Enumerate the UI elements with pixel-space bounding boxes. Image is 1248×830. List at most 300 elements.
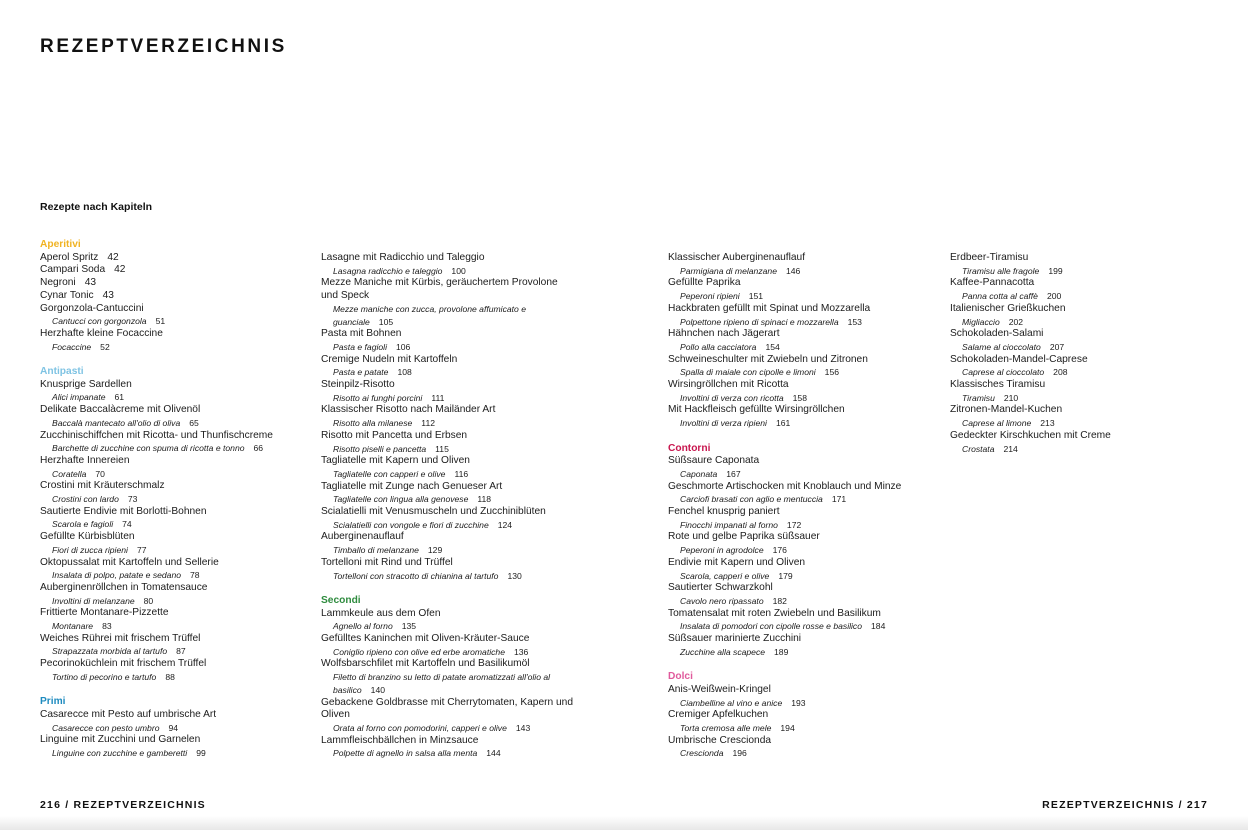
page-number: 213 xyxy=(1040,418,1055,429)
section-heading: Dolci xyxy=(668,671,693,683)
recipe-name-text: Schweineschulter mit Zwiebeln und Zitronen xyxy=(668,353,868,365)
recipe-name xyxy=(668,404,938,417)
recipe-name xyxy=(321,277,573,302)
recipe-entry xyxy=(321,481,596,506)
recipe-entry xyxy=(40,404,315,429)
recipe-italian-name xyxy=(40,645,315,658)
page-number: 153 xyxy=(847,316,862,327)
recipe-name-text: Gefülltes Kaninchen mit Oliven-Kräuter-Sauce xyxy=(321,633,530,645)
recipe-entry xyxy=(321,430,596,455)
recipe-name xyxy=(40,734,315,747)
recipe-name xyxy=(40,531,315,544)
page-number: 135 xyxy=(401,621,417,632)
index-section xyxy=(40,366,315,684)
recipe-name-text: Süßsaure Caponata xyxy=(668,455,760,467)
page-number: 74 xyxy=(122,519,132,530)
recipe-name xyxy=(321,658,596,671)
recipe-italian-name xyxy=(40,595,315,608)
recipe-italian-name xyxy=(668,519,938,532)
recipe-name-text: Umbrische Crescionda xyxy=(668,734,772,746)
recipe-italian-name-text: Montanare xyxy=(52,621,94,632)
recipe-italian-name-text: Agnello al forno xyxy=(333,621,393,632)
recipe-entry xyxy=(321,404,596,429)
recipe-name-text: Campari Soda xyxy=(40,264,106,276)
recipe-name-text: Mezze Maniche mit Kürbis, geräuchertem Provolone und Speck xyxy=(321,277,558,302)
recipe-name xyxy=(950,277,1210,290)
recipe-name xyxy=(321,404,596,417)
recipe-italian-name xyxy=(668,366,938,379)
recipe-entry xyxy=(668,303,938,328)
section-heading: Contorni xyxy=(668,442,711,454)
page-number: 42 xyxy=(114,264,126,276)
page-number: 208 xyxy=(1053,367,1068,378)
recipe-entry xyxy=(40,607,315,632)
recipe-name xyxy=(321,354,596,367)
recipe-italian-name-text: Baccalà mantecato all'olio di oliva xyxy=(52,417,181,428)
index-column-3 xyxy=(668,252,938,760)
recipe-name-text: Endivie mit Kapern und Oliven xyxy=(668,556,806,568)
recipe-name xyxy=(40,709,315,722)
page-number: 176 xyxy=(772,545,787,556)
recipe-italian-name xyxy=(668,417,938,430)
index-column-1 xyxy=(40,239,315,760)
page-number: 83 xyxy=(102,621,112,632)
index-title: REZEPTVERZEICHNIS xyxy=(40,36,287,57)
recipe-entry xyxy=(668,633,938,658)
recipe-italian-name-text: Coratella xyxy=(52,468,87,479)
recipe-entry xyxy=(40,506,315,531)
recipe-italian-name-text: Tortino di pecorino e tartufo xyxy=(52,671,157,682)
recipe-italian-name xyxy=(668,620,938,633)
recipe-name-text: Steinpilz-Risotto xyxy=(321,379,395,391)
index-section xyxy=(950,252,1210,455)
recipe-entry xyxy=(321,531,596,556)
recipe-entry xyxy=(668,404,938,429)
recipe-name-text: Wolfsbarschfilet mit Kartoffeln und Basilikumöl xyxy=(321,658,530,670)
recipe-name xyxy=(40,506,315,519)
page-number: 172 xyxy=(786,519,802,530)
recipe-name-text: Cremige Nudeln mit Kartoffeln xyxy=(321,353,458,365)
recipe-entry xyxy=(950,354,1210,379)
page-number: 199 xyxy=(1048,265,1063,276)
index-section xyxy=(321,252,596,582)
page-number: 189 xyxy=(774,646,789,657)
recipe-name-text: Gorgonzola-Cantuccini xyxy=(40,302,144,314)
recipe-italian-name xyxy=(321,341,596,354)
recipe-italian-name xyxy=(950,290,1210,303)
page-number: 200 xyxy=(1046,291,1062,302)
page-number: 156 xyxy=(824,367,840,378)
footer-right-page-label: REZEPTVERZEICHNIS / 217 xyxy=(1042,799,1208,811)
page-number: 111 xyxy=(431,392,445,403)
recipe-italian-name-text: Involtini di verza con ricotta xyxy=(680,392,784,403)
recipe-italian-name-text: Tortelloni con stracotto di chianina al tartufo xyxy=(333,570,499,581)
recipe-name xyxy=(40,303,315,316)
recipe-italian-name-text: Barchette di zucchine con spuma di ricotta e tonno xyxy=(52,443,245,454)
recipe-name-text: Hähnchen nach Jägerart xyxy=(668,328,780,340)
section-heading: Aperitivi xyxy=(40,239,81,250)
recipe-entry xyxy=(668,354,938,379)
recipe-entry xyxy=(668,481,938,506)
recipe-name xyxy=(668,684,938,697)
recipe-name xyxy=(40,290,315,303)
recipe-entry xyxy=(321,557,596,582)
recipe-name-text: Fenchel knusprig paniert xyxy=(668,506,780,518)
recipe-name-text: Klassischer Auberginenauflauf xyxy=(668,252,806,263)
recipe-italian-name xyxy=(321,620,596,633)
recipe-name-text: Hackbraten gefüllt mit Spinat und Mozzarella xyxy=(668,302,871,314)
page-number: 87 xyxy=(176,646,186,657)
page-number: 51 xyxy=(155,316,166,327)
page-number: 210 xyxy=(1003,392,1019,403)
recipe-name-text: Pasta mit Bohnen xyxy=(321,328,402,340)
recipe-name xyxy=(321,430,596,443)
recipe-italian-name-text: Coniglio ripieno con olive ed erbe aromatiche xyxy=(333,646,505,657)
page-number: 99 xyxy=(196,748,206,759)
recipe-italian-name-text: Spalla di maiale con cipolle e limoni xyxy=(680,367,816,378)
recipe-italian-name xyxy=(668,392,938,405)
recipe-name-text: Knusprige Sardellen xyxy=(40,378,132,390)
recipe-entry xyxy=(668,252,938,277)
recipe-name xyxy=(950,379,1210,392)
recipe-italian-name-text: Scarola, capperi e olive xyxy=(680,570,770,581)
recipe-name xyxy=(40,455,315,468)
recipe-italian-name xyxy=(668,722,938,735)
recipe-name-text: Tortelloni mit Rind und Trüffel xyxy=(321,556,453,568)
recipe-italian-name-text: Risotto ai funghi porcini xyxy=(333,392,423,403)
page-number: 196 xyxy=(732,748,747,759)
page-number: 143 xyxy=(515,722,531,733)
footer-left-page-label: 216 / REZEPTVERZEICHNIS xyxy=(40,799,206,811)
recipe-name xyxy=(321,697,573,722)
recipe-entry xyxy=(321,354,596,379)
page-number: 112 xyxy=(421,418,435,429)
recipe-entry xyxy=(668,455,938,480)
recipe-name xyxy=(950,430,1210,443)
recipe-name xyxy=(668,608,938,621)
recipe-name-text: Risotto mit Pancetta und Erbsen xyxy=(321,429,468,441)
page-number: 207 xyxy=(1049,341,1065,352)
index-section xyxy=(40,696,315,760)
page-number: 65 xyxy=(189,417,199,428)
recipe-italian-name xyxy=(321,493,596,506)
recipe-italian-name xyxy=(668,265,938,278)
recipe-name xyxy=(40,633,315,646)
recipe-name xyxy=(40,480,315,493)
page-number: 100 xyxy=(451,265,466,276)
recipe-entry xyxy=(668,531,938,556)
recipe-name-text: Rote und gelbe Paprika süßsauer xyxy=(668,531,820,543)
recipe-italian-name-text: Scialatielli con vongole e fiori di zucchine xyxy=(333,519,489,530)
recipe-entry xyxy=(40,290,315,303)
recipe-italian-name-text: Linguine con zucchine e gamberetti xyxy=(52,748,188,759)
recipe-italian-name xyxy=(40,468,315,481)
recipe-italian-name xyxy=(950,265,1210,278)
recipe-italian-name xyxy=(321,544,596,557)
recipe-name-text: Negroni xyxy=(40,277,76,289)
index-column-4 xyxy=(950,252,1210,455)
section-heading: Secondi xyxy=(321,594,361,606)
recipe-italian-name xyxy=(668,316,938,329)
recipe-name xyxy=(321,633,596,646)
recipe-italian-name-text: Timballo di melanzane xyxy=(333,545,419,556)
recipe-name xyxy=(321,481,596,494)
recipe-name xyxy=(321,252,596,265)
recipe-name xyxy=(321,506,596,519)
recipe-entry xyxy=(950,277,1210,302)
recipe-italian-name xyxy=(40,341,315,354)
recipe-name xyxy=(668,735,938,748)
page-number: 202 xyxy=(1008,316,1024,327)
recipe-name-text: Italienischer Grießkuchen xyxy=(950,302,1066,314)
recipe-italian-name-text: Cantucci con gorgonzola xyxy=(52,316,147,327)
page-number: 158 xyxy=(792,392,807,403)
recipe-name-text: Scialatielli mit Venusmuscheln und Zucchiniblüten xyxy=(321,506,546,518)
page-number: 105 xyxy=(378,316,394,327)
recipe-name xyxy=(950,328,1210,341)
recipe-name-text: Crostini mit Kräuterschmalz xyxy=(40,480,165,492)
recipe-entry xyxy=(950,303,1210,328)
recipe-italian-name-text: Risotto piselli e pancetta xyxy=(333,443,427,454)
recipe-italian-name-text: Polpette di agnello in salsa alla menta xyxy=(333,748,478,759)
recipe-italian-name xyxy=(950,392,1210,405)
recipe-italian-name-text: Lasagna radicchio e taleggio xyxy=(333,265,443,276)
recipe-name xyxy=(40,328,315,341)
recipe-name-text: Lammfleischbällchen in Minzsauce xyxy=(321,734,479,746)
recipe-name-text: Wirsingröllchen mit Ricotta xyxy=(668,379,789,391)
recipe-entry xyxy=(40,303,315,328)
page-number: 167 xyxy=(726,468,741,479)
recipe-italian-name xyxy=(950,443,1210,456)
recipe-italian-name-text: Caprese al limone xyxy=(962,418,1032,429)
recipe-name xyxy=(40,557,315,570)
recipe-entry xyxy=(668,582,938,607)
recipe-entry xyxy=(321,506,596,531)
recipe-name-text: Auberginenauflauf xyxy=(321,531,404,543)
recipe-name xyxy=(40,404,315,417)
recipe-entry xyxy=(321,252,596,277)
recipe-name xyxy=(668,557,938,570)
recipe-entry xyxy=(321,735,596,760)
recipe-entry xyxy=(40,430,315,455)
recipe-italian-name xyxy=(321,519,596,532)
page-number: 130 xyxy=(507,570,522,581)
recipe-entry xyxy=(40,557,315,582)
recipe-name-text: Gebackene Goldbrasse mit Cherrytomaten, Kapern und Oliven xyxy=(321,696,573,721)
recipe-entry xyxy=(950,430,1210,455)
recipe-italian-name-text: Caprese al cioccolato xyxy=(962,367,1045,378)
recipe-italian-name xyxy=(668,468,938,481)
recipe-italian-name xyxy=(40,671,315,684)
recipe-italian-name xyxy=(321,265,596,278)
recipe-italian-name-text: Crostata xyxy=(962,443,995,454)
recipe-name-text: Mit Hackfleisch gefüllte Wirsingröllchen xyxy=(668,404,845,416)
recipe-entry xyxy=(668,328,938,353)
recipe-italian-name-text: Filetto di branzino su letto di patate aromatizzati all'olio al basilico xyxy=(333,672,551,695)
recipe-entry xyxy=(321,379,596,404)
recipe-entry xyxy=(40,379,315,404)
recipe-name xyxy=(321,608,596,621)
recipe-name xyxy=(40,607,315,620)
recipe-name-text: Herzhafte kleine Focaccine xyxy=(40,327,163,339)
page-number: 66 xyxy=(253,443,264,454)
recipe-italian-name xyxy=(321,671,565,696)
recipe-name xyxy=(668,481,938,494)
recipe-italian-name-text: Risotto alla milanese xyxy=(333,418,413,429)
page-number: 80 xyxy=(143,595,154,606)
recipe-name xyxy=(321,735,596,748)
recipe-entry xyxy=(40,277,315,290)
recipe-italian-name xyxy=(950,316,1210,329)
page-number: 154 xyxy=(765,341,780,352)
recipe-name-text: Weiches Rührei mit frischem Trüffel xyxy=(40,632,201,644)
recipe-italian-name-text: Finocchi impanati al forno xyxy=(680,519,778,530)
recipe-italian-name xyxy=(40,569,315,582)
recipe-name xyxy=(321,455,596,468)
recipe-name-text: Klassischer Risotto nach Mailänder Art xyxy=(321,404,496,416)
recipe-italian-name-text: Carciofi brasati con aglio e mentuccia xyxy=(680,494,823,505)
recipe-name-text: Delikate Baccalàcreme mit Olivenöl xyxy=(40,404,201,416)
recipe-name xyxy=(321,379,596,392)
page-number: 52 xyxy=(100,341,110,352)
recipe-italian-name xyxy=(321,303,565,328)
recipe-entry xyxy=(668,735,938,760)
recipe-italian-name-text: Torta cremosa alle mele xyxy=(680,722,772,733)
recipe-name xyxy=(668,328,938,341)
recipe-entry xyxy=(40,658,315,683)
recipe-name-text: Zitronen-Mandel-Kuchen xyxy=(950,404,1063,416)
recipe-name-text: Cremiger Apfelkuchen xyxy=(668,709,769,721)
recipe-entry xyxy=(668,608,938,633)
page-number: 42 xyxy=(107,251,119,263)
page-number: 116 xyxy=(454,468,469,479)
recipe-name-text: Tagliatelle mit Zunge nach Genueser Art xyxy=(321,480,503,492)
page-bottom-shadow xyxy=(0,816,1248,830)
page-number: 94 xyxy=(168,722,179,733)
recipe-entry xyxy=(950,404,1210,429)
recipe-italian-name-text: Caponata xyxy=(680,468,718,479)
page-number: 193 xyxy=(791,697,806,708)
recipe-italian-name xyxy=(40,620,315,633)
recipe-italian-name-text: Pasta e patate xyxy=(333,367,389,378)
recipe-entry xyxy=(40,455,315,480)
recipe-name-text: Erdbeer-Tiramisu xyxy=(950,252,1029,263)
recipe-italian-name xyxy=(321,468,596,481)
recipe-name-text: Süßsauer marinierte Zucchini xyxy=(668,633,802,645)
index-section xyxy=(321,595,596,760)
recipe-italian-name-text: Involtini di melanzane xyxy=(52,595,135,606)
recipe-name xyxy=(668,354,938,367)
recipe-italian-name xyxy=(40,315,315,328)
recipe-entry xyxy=(321,658,596,696)
recipe-italian-name-text: Peperoni ripieni xyxy=(680,291,740,302)
recipe-name xyxy=(668,455,938,468)
page-number: 61 xyxy=(114,392,125,403)
page-number: 146 xyxy=(785,265,801,276)
recipe-name xyxy=(40,379,315,392)
recipe-name-text: Lammkeule aus dem Ofen xyxy=(321,607,441,619)
recipe-italian-name-text: Tagliatelle con capperi e olive xyxy=(333,468,446,479)
recipe-italian-name-text: Crescionda xyxy=(680,748,724,759)
recipe-name xyxy=(668,379,938,392)
page-number: 171 xyxy=(831,494,847,505)
recipe-italian-name xyxy=(321,366,596,379)
page-number: 73 xyxy=(127,494,138,505)
index-section xyxy=(668,443,938,659)
recipe-name-text: Klassisches Tiramisu xyxy=(950,379,1046,391)
index-section xyxy=(40,239,315,353)
recipe-entry xyxy=(950,252,1210,277)
recipe-italian-name-text: Pollo alla cacciatora xyxy=(680,341,757,352)
page-number: 161 xyxy=(775,418,791,429)
recipe-entry xyxy=(668,709,938,734)
recipe-italian-name-text: Focaccine xyxy=(52,341,92,352)
recipe-entry xyxy=(668,277,938,302)
recipe-italian-name-text: Orata al forno con pomodorini, capperi e olive xyxy=(333,722,507,733)
recipe-name xyxy=(668,303,938,316)
recipe-name-text: Schokoladen-Salami xyxy=(950,328,1044,340)
page-number: 118 xyxy=(477,494,492,505)
recipe-italian-name-text: Tagliatelle con lingua alla genovese xyxy=(333,494,469,505)
recipe-name xyxy=(40,264,315,277)
recipe-entry xyxy=(321,633,596,658)
recipe-name xyxy=(668,709,938,722)
recipe-name-text: Tomatensalat mit roten Zwiebeln und Basilikum xyxy=(668,607,881,619)
recipe-name-text: Zucchinischiffchen mit Ricotta- und Thunfischcreme xyxy=(40,429,273,441)
recipe-italian-name-text: Involtini di verza ripieni xyxy=(680,418,767,429)
recipe-italian-name-text: Cavolo nero ripassato xyxy=(680,595,764,606)
recipe-name-text: Sautierte Endivie mit Borlotti-Bohnen xyxy=(40,505,207,517)
recipe-name xyxy=(321,557,596,570)
index-subtitle: Rezepte nach Kapiteln xyxy=(40,201,153,213)
page-number: 136 xyxy=(513,646,529,657)
recipe-entry xyxy=(40,633,315,658)
recipe-name xyxy=(321,328,596,341)
recipe-italian-name xyxy=(40,544,315,557)
index-section xyxy=(668,671,938,760)
page-number: 179 xyxy=(778,570,793,581)
recipe-name xyxy=(40,658,315,671)
page-number: 144 xyxy=(486,748,501,759)
recipe-name xyxy=(950,404,1210,417)
recipe-italian-name-text: Fiori di zucca ripieni xyxy=(52,544,128,555)
section-heading: Antipasti xyxy=(40,366,84,377)
recipe-name-text: Oktopussalat mit Kartoffeln und Sellerie xyxy=(40,556,219,568)
recipe-italian-name-text: Tiramisu xyxy=(962,392,995,403)
recipe-italian-name-text: Peperoni in agrodolce xyxy=(680,545,764,556)
page-number: 108 xyxy=(397,367,412,378)
recipe-entry xyxy=(321,697,596,735)
recipe-italian-name xyxy=(40,391,315,404)
page-number: 77 xyxy=(136,544,147,555)
recipe-entry xyxy=(950,328,1210,353)
page-number: 184 xyxy=(871,621,886,632)
recipe-italian-name-text: Parmigiana di melanzane xyxy=(680,265,777,276)
recipe-italian-name-text: Scarola e fagioli xyxy=(52,519,114,530)
recipe-italian-name xyxy=(40,417,315,430)
recipe-name xyxy=(950,252,1210,265)
recipe-italian-name xyxy=(668,747,938,760)
recipe-entry xyxy=(40,531,315,556)
recipe-name xyxy=(668,633,938,646)
recipe-name xyxy=(40,582,315,595)
recipe-name-text: Frittierte Montanare-Pizzette xyxy=(40,607,169,619)
page-number: 214 xyxy=(1003,443,1018,454)
recipe-italian-name-text: Migliaccio xyxy=(962,316,1000,327)
recipe-name-text: Schokoladen-Mandel-Caprese xyxy=(950,353,1088,365)
recipe-italian-name xyxy=(40,518,315,531)
recipe-italian-name xyxy=(668,493,938,506)
